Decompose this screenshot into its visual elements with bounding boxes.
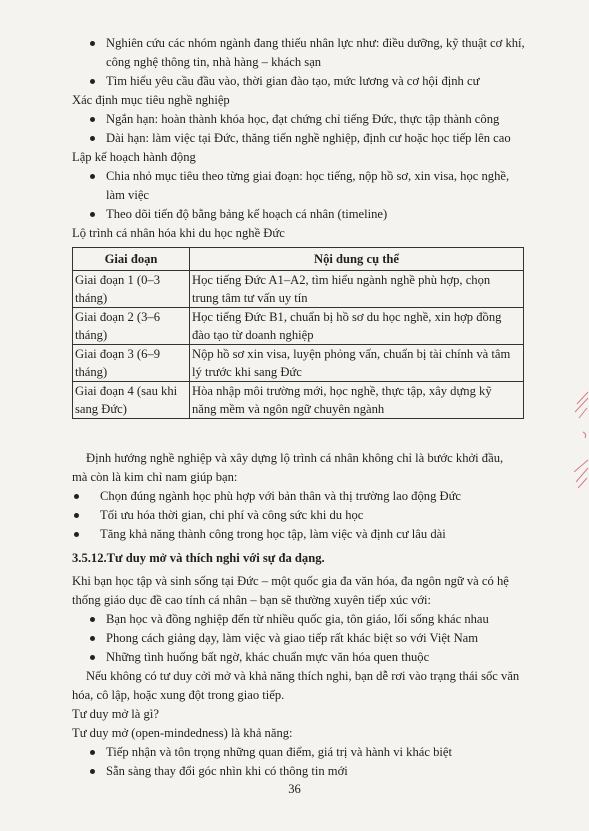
- subheading-plan: Lập kế hoạch hành động: [72, 150, 196, 164]
- content-cell: [190, 345, 524, 382]
- list-item-text: Tăng khả năng thành công trong học tập, làm việc và định cư lâu dài: [100, 527, 446, 541]
- list-item-text: Ngắn hạn: hoàn thành khóa học, đạt chứng chỉ tiếng Đức, thực tập thành công: [106, 112, 500, 126]
- section-title: 3.5.12.Tư duy mở và thích nghi với sự đa dạng.: [72, 551, 325, 565]
- list-item-text: Tối ưu hóa thời gian, chi phí và công sức khi du học: [100, 508, 364, 522]
- cell-line: tháng): [75, 328, 108, 342]
- content-cell: [190, 271, 524, 308]
- table-row: [73, 382, 524, 419]
- list-item-text: Theo dõi tiến độ bằng bảng kế hoạch cá nhân (timeline): [106, 207, 388, 221]
- bullet-icon: [90, 617, 95, 622]
- cell-line: Hòa nhập môi trường mới, học nghề, thực tập, xây dựng kỹ: [192, 384, 492, 398]
- table-caption: Lộ trình cá nhân hóa khi du học nghề Đức: [72, 226, 285, 240]
- list-item-text: làm việc: [106, 188, 150, 202]
- bullet-icon: [90, 769, 95, 774]
- list-item: [72, 506, 532, 525]
- list-item: [72, 743, 532, 762]
- bullet-icon: [90, 212, 95, 217]
- column-header-stage: Giai đoạn: [73, 248, 190, 271]
- list-item: [72, 205, 532, 224]
- list-item-text: Chọn đúng ngành học phù hợp với bản thân và thị trường lao động Đức: [100, 489, 462, 503]
- paragraph-line: mà còn là kim chỉ nam giúp bạn:: [72, 470, 238, 484]
- definition-line: Tư duy mở (open-mindedness) là khả năng:: [72, 726, 293, 740]
- bullet-icon: [90, 136, 95, 141]
- cell-line: Học tiếng Đức A1–A2, tìm hiểu ngành nghề phù hợp, chọn: [192, 273, 491, 287]
- bullet-icon: [90, 750, 95, 755]
- cell-line: lý trước khi sang Đức: [192, 365, 302, 379]
- cell-line: trung tâm tư vấn uy tín: [192, 291, 308, 305]
- stage-cell: [73, 382, 190, 419]
- subheading-goals: Xác định mục tiêu nghề nghiệp: [72, 93, 230, 107]
- cell-line: năng mềm và ngôn ngữ chuyên ngành: [192, 402, 385, 416]
- table-row: [73, 271, 524, 308]
- content-cell: [190, 382, 524, 419]
- list-item-text: Sẵn sàng thay đổi góc nhìn khi có thông tin mới: [106, 764, 348, 778]
- list-item-text: Dài hạn: làm việc tại Đức, thăng tiến nghề nghiệp, định cư hoặc học tiếp lên cao: [106, 131, 511, 145]
- list-item: [72, 525, 532, 544]
- list-item-text: Nghiên cứu các nhóm ngành đang thiếu nhân lực như: điều dưỡng, kỹ thuật cơ khí,: [106, 36, 525, 50]
- list-item-text: Tiếp nhận và tôn trọng những quan điểm, giá trị và hành vi khác biệt: [106, 745, 452, 759]
- cell-line: tháng): [75, 291, 108, 305]
- bullet-icon: [90, 636, 95, 641]
- cell-line: sang Đức): [75, 402, 127, 416]
- bullet-icon: [90, 117, 95, 122]
- list-item: [72, 167, 532, 205]
- cell-line: Giai đoạn 1 (0–3: [75, 273, 160, 287]
- cell-line: Giai đoạn 2 (3–6: [75, 310, 160, 324]
- list-item-text: Bạn học và đồng nghiệp đến từ nhiều quốc gia, tôn giáo, lối sống khác nhau: [106, 612, 489, 626]
- question-line: Tư duy mở là gì?: [72, 707, 159, 721]
- bullet-icon: [90, 174, 95, 179]
- paragraph-line: thống giáo dục đề cao tính cá nhân – bạn sẽ thường xuyên tiếp xúc với:: [72, 593, 432, 607]
- list-item-text: công nghệ thông tin, nhà hàng – khách sạn: [106, 55, 322, 69]
- paragraph-line: hóa, cô lập, hoặc xung đột trong giao tiếp.: [72, 688, 285, 702]
- list-item-text: Tìm hiểu yêu cầu đầu vào, thời gian đào tạo, mức lương và cơ hội định cư: [106, 74, 480, 88]
- bullet-icon: [90, 655, 95, 660]
- bullet-icon: [90, 41, 95, 46]
- bullet-icon: [74, 532, 79, 537]
- bullet-icon: [90, 79, 95, 84]
- list-item: [72, 34, 532, 72]
- list-item: [72, 110, 532, 129]
- stage-cell: [73, 271, 190, 308]
- stage-cell: [73, 345, 190, 382]
- list-item: [72, 648, 532, 667]
- list-item: [72, 72, 532, 91]
- roadmap-table: [72, 247, 524, 419]
- column-header-content: Nội dung cụ thể: [190, 248, 524, 271]
- page-number: 36: [288, 782, 301, 796]
- bullet-icon: [74, 494, 79, 499]
- list-item: [72, 629, 532, 648]
- list-item: [72, 762, 532, 781]
- stage-cell: [73, 308, 190, 345]
- top-bullet-list: [72, 34, 532, 243]
- paragraph-line: Định hướng nghề nghiệp và xây dựng lộ trình cá nhân không chỉ là bước khởi đầu,: [86, 451, 504, 465]
- content-cell: [190, 308, 524, 345]
- intro-paragraph: [72, 449, 532, 544]
- table-header-row: [73, 248, 524, 271]
- section-open-mindedness: [72, 549, 532, 781]
- cell-line: Giai đoạn 3 (6–9: [75, 347, 160, 361]
- bullet-icon: [74, 513, 79, 518]
- list-item: [72, 487, 532, 506]
- list-item-text: Phong cách giảng dạy, làm việc và giao tiếp rất khác biệt so với Việt Nam: [106, 631, 479, 645]
- cell-line: Học tiếng Đức B1, chuẩn bị hồ sơ du học nghề, xin hợp đồng: [192, 310, 502, 324]
- cell-line: tháng): [75, 365, 108, 379]
- cell-line: đào tạo từ doanh nghiệp: [192, 328, 314, 342]
- stamp-icon: [571, 388, 589, 498]
- list-item: [72, 129, 532, 148]
- table-row: [73, 308, 524, 345]
- list-item-text: Chia nhỏ mục tiêu theo từng giai đoạn: học tiếng, nộp hồ sơ, xin visa, học nghề,: [106, 169, 510, 183]
- cell-line: Giai đoạn 4 (sau khi: [75, 384, 178, 398]
- paragraph-line: Khi bạn học tập và sinh sống tại Đức – một quốc gia đa văn hóa, đa ngôn ngữ và có hệ: [72, 574, 509, 588]
- paragraph-line: Nếu không có tư duy cởi mở và khả năng thích nghi, bạn dễ rơi vào trạng thái sốc văn: [86, 669, 520, 683]
- list-item-text: Những tình huống bất ngờ, khác chuẩn mực văn hóa quen thuộc: [106, 650, 430, 664]
- table-row: [73, 345, 524, 382]
- cell-line: Nộp hồ sơ xin visa, luyện phỏng vấn, chuẩn bị tài chính và tâm: [192, 347, 511, 361]
- list-item: [72, 610, 532, 629]
